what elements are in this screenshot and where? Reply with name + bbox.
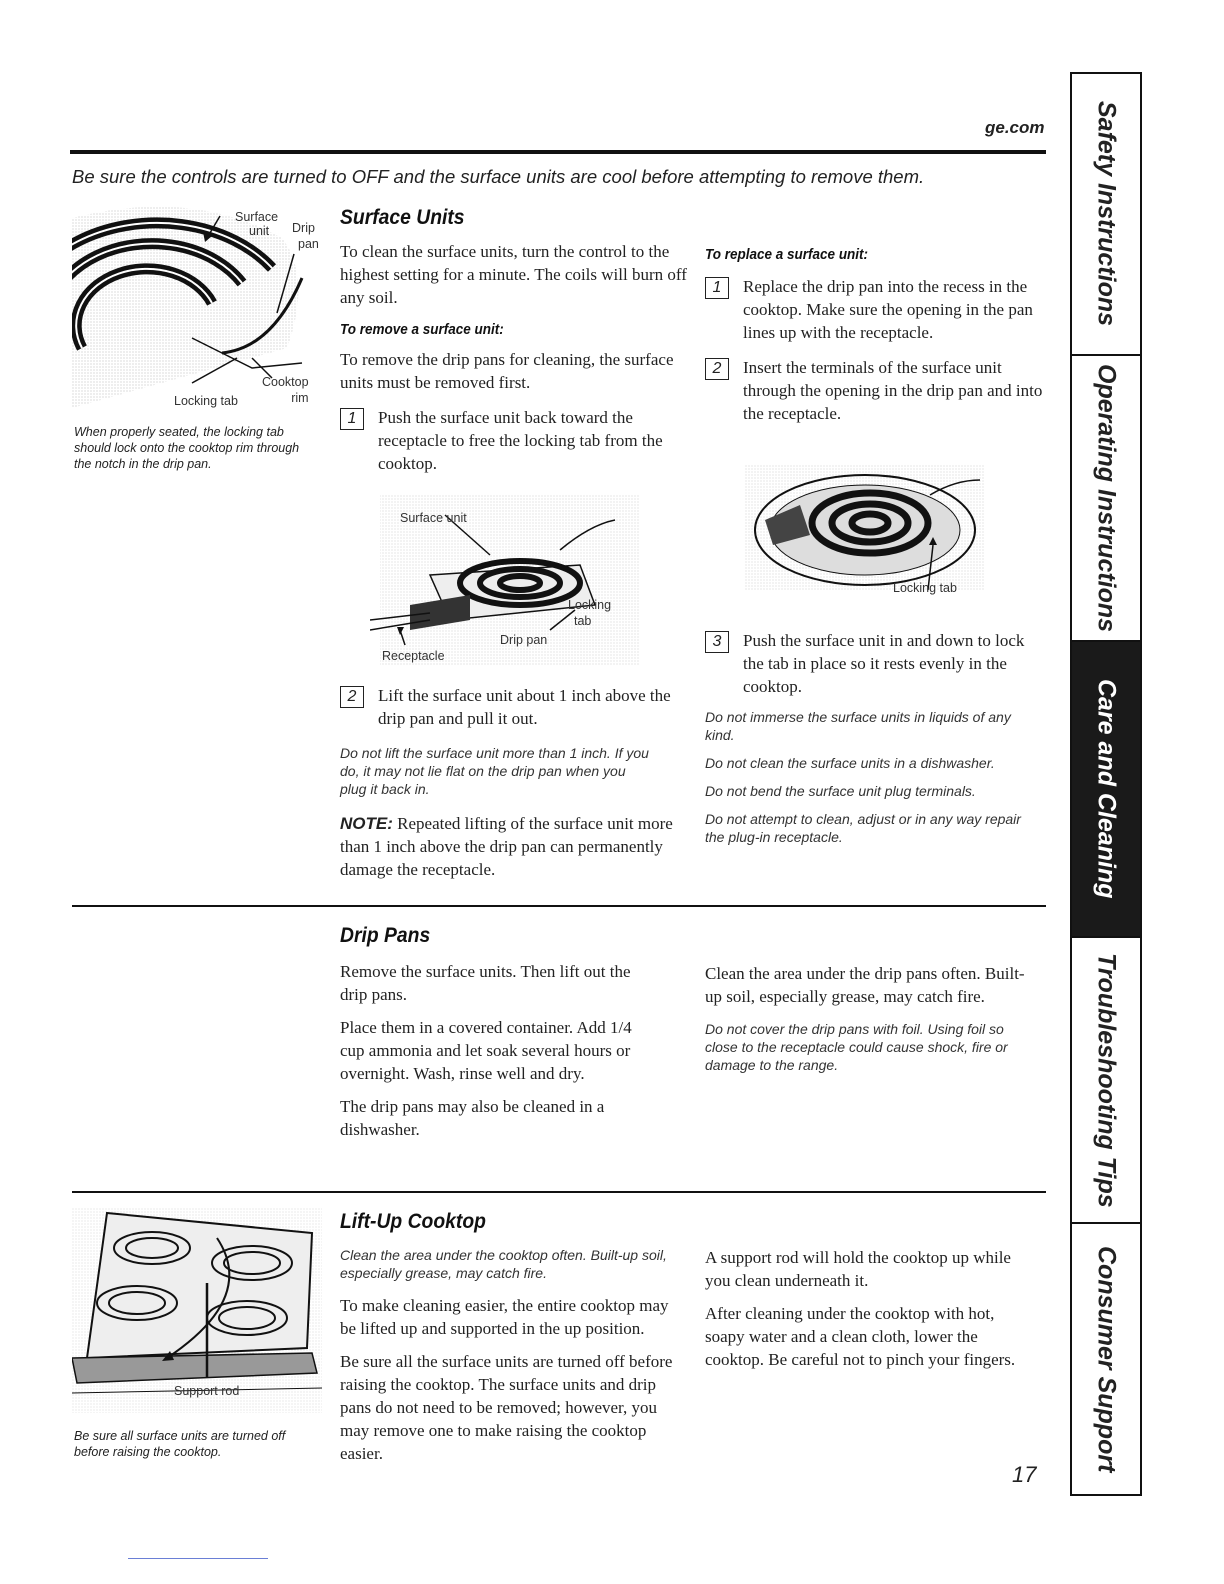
label-locking-tab: Locking tab (174, 394, 238, 408)
drip-pans-para-3: The drip pans may also be cleaned in a dishwasher. (340, 1097, 605, 1139)
step-text: Lift the surface unit about 1 inch above the drip pan and pull it out. (378, 686, 671, 728)
support-rod-para: A support rod will hold the cooktop up while you clean underneath it. (705, 1248, 1011, 1290)
step-number: 3 (705, 631, 729, 653)
note-paragraph (340, 812, 685, 881)
drip-pans-section (340, 924, 690, 1141)
step-number: 2 (705, 358, 729, 380)
label-receptacle: Receptacle (382, 649, 445, 663)
replace-step-1 (705, 275, 1045, 344)
remove-intro: To remove the drip pans for cleaning, the surface units must be removed first. (340, 350, 674, 392)
section-title-surface-units: Surface Units (340, 206, 465, 229)
step-text: Replace the drip pan into the recess in the cooktop. Make sure the opening in the pan lines up with the receptacle. (743, 277, 1033, 342)
step-text: Push the surface unit back toward the receptacle to free the locking tab from the cooktop. (378, 408, 663, 473)
safety-warning: Be sure the controls are turned to OFF and the surface units are cool before attempting to remove them. (72, 166, 925, 187)
section-title-drip-pans: Drip Pans (340, 924, 431, 947)
drip-pans-foil-caution: Do not cover the drip pans with foil. Using foil so close to the receptacle could cause shock, fire or damage to the range. (705, 1021, 1008, 1073)
tab-label: Safety Instructions (1092, 101, 1121, 327)
label-surface-unit: Surface unit (235, 210, 279, 238)
label-drip-pan-2: Drip pan (500, 633, 548, 647)
step-number: 1 (705, 277, 729, 299)
label-drip-pan: Drip pan (292, 221, 319, 251)
header-rule (70, 150, 1046, 154)
replace-steps-continued (705, 629, 1045, 846)
label-cooktop-rim: Cooktop rim (262, 375, 309, 405)
note-text: Repeated lifting of the surface unit more than 1 inch above the drip pan can permanently damage the receptacle. (340, 814, 673, 879)
site-url: ge.com (985, 118, 1045, 137)
step-text: Insert the terminals of the surface unit through the opening in the drip pan and into the receptacle. (743, 358, 1043, 423)
step-number: 1 (340, 408, 364, 430)
drip-pans-para-1: Remove the surface units. Then lift out the drip pans. (340, 962, 631, 1004)
footer-line (128, 1558, 268, 1559)
label-locking-tab-2: Locking tab (568, 598, 612, 628)
caution-dishwasher: Do not clean the surface units in a dishwasher. (705, 755, 995, 771)
replace-step-2 (705, 356, 1045, 425)
tab-label: Consumer Support (1092, 1245, 1121, 1473)
lift-caution: Do not lift the surface unit more than 1 inch. If you do, it may not lie flat on the drip pan when you plug it back in. (340, 745, 649, 797)
tab-safety-instructions[interactable] (1072, 74, 1140, 356)
caution-receptacle: Do not attempt to clean, adjust or in any way repair the plug-in receptacle. (705, 811, 1021, 845)
tab-label: Operating Instructions (1092, 363, 1121, 633)
tab-label: Troubleshooting Tips (1092, 952, 1121, 1208)
tab-operating-instructions[interactable] (1072, 356, 1140, 642)
label-locking-tab-3: Locking tab (893, 581, 957, 595)
replace-section (705, 246, 1045, 425)
remove-steps-continued (340, 684, 690, 881)
tab-consumer-support[interactable] (1072, 1224, 1140, 1494)
surface-units-section (340, 206, 690, 475)
figure-lift-up-cooktop (72, 1208, 322, 1418)
lift-up-para-2: Be sure all the surface units are turned off before raising the cooktop. The surface units and drip pans do not need to be removed; however, you may remove one to make raising the cooktop easier. (340, 1352, 673, 1463)
caution-terminals: Do not bend the surface unit plug terminals. (705, 783, 976, 799)
drip-pans-fire-warning: Clean the area under the drip pans often. Built-up soil, especially grease, may catch fire. (705, 964, 1025, 1006)
surface-units-intro: To clean the surface units, turn the control to the highest setting for a minute. The coils will burn off any soil. (340, 242, 687, 307)
label-surface-unit-2: Surface unit (400, 511, 467, 525)
label-support-rod: Support rod (174, 1384, 240, 1398)
drip-pans-para-2: Place them in a covered container. Add 1/4 cup ammonia and let soak several hours or overnight. Wash, rinse well and dry. (340, 1018, 632, 1083)
remove-step-2 (340, 684, 690, 730)
tab-troubleshooting-tips[interactable] (1072, 938, 1140, 1224)
figure-replace-unit (745, 465, 985, 595)
replace-unit-illustration (745, 465, 985, 595)
side-tab-strip (1070, 72, 1142, 1496)
tab-care-and-cleaning[interactable] (1072, 642, 1140, 938)
drip-pans-col-2 (705, 962, 1035, 1074)
lift-up-section (340, 1210, 690, 1465)
section-divider (72, 905, 1046, 907)
remove-step-1 (340, 406, 690, 475)
figure-caption-locking-tab: When properly seated, the locking tab should lock onto the cooktop rim through the notch in the drip pan. (74, 425, 300, 471)
tab-label: Care and Cleaning (1092, 679, 1121, 899)
section-title-lift-up: Lift-Up Cooktop (340, 1210, 486, 1233)
step-number: 2 (340, 686, 364, 708)
section-divider (72, 1191, 1046, 1193)
lift-up-caution: Clean the area under the cooktop often. Built-up soil, especially grease, may catch fire. (340, 1247, 667, 1281)
lift-up-col-2 (705, 1246, 1035, 1371)
note-label: NOTE: (340, 814, 393, 833)
caution-immerse: Do not immerse the surface units in liquids of any kind. (705, 709, 1011, 743)
page-number: 17 (1012, 1462, 1037, 1487)
replace-step-3 (705, 629, 1045, 698)
subheading-remove: To remove a surface unit: (340, 321, 504, 338)
subheading-replace: To replace a surface unit: (705, 246, 869, 263)
lift-up-para-1: To make cleaning easier, the entire cooktop may be lifted up and supported in the up position. (340, 1296, 669, 1338)
figure-remove-unit (370, 495, 650, 675)
figure-caption-lift-up: Be sure all surface units are turned off before raising the cooktop. (74, 1429, 286, 1459)
figure-locking-tab (72, 198, 322, 413)
step-text: Push the surface unit in and down to lock the tab in place so it rests evenly in the cooktop. (743, 631, 1025, 696)
after-cleaning-para: After cleaning under the cooktop with hot, soapy water and a clean cloth, lower the cooktop. Be careful not to pinch your fingers. (705, 1304, 1016, 1369)
